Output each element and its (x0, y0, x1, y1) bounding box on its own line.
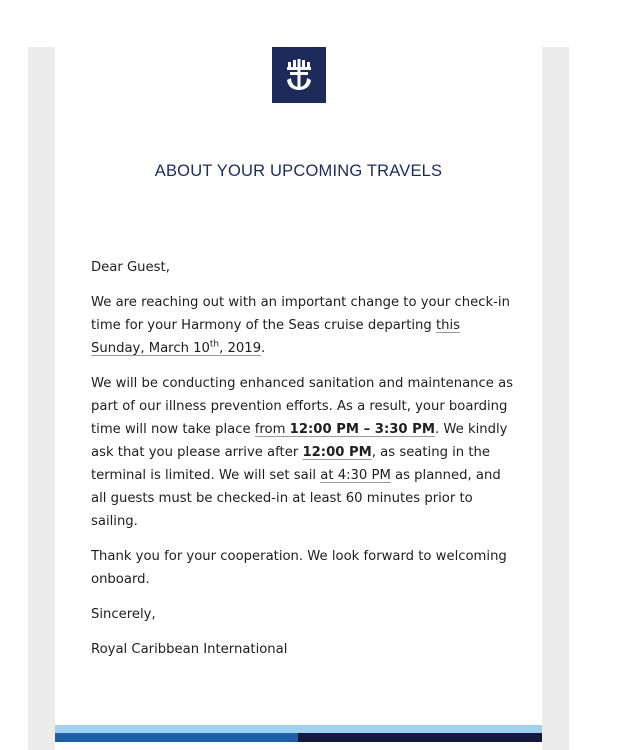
closing: Sincerely, (91, 607, 156, 622)
paragraph-text: as planned, and all guests must be checked-in at least 60 minutes prior to sailing. (91, 468, 501, 529)
sail-time-link[interactable]: at 4:30 PM (320, 468, 391, 483)
date-year: , 2019 (219, 341, 262, 356)
footer-stripe-light (55, 725, 542, 733)
email-card (55, 47, 542, 750)
paragraph-end: . (261, 341, 266, 356)
paragraph-boarding-time (91, 372, 515, 533)
letter-body (91, 256, 515, 673)
paragraph-text: , as seating in the terminal is limited. We will set sail (91, 445, 491, 483)
greeting: Dear Guest, (91, 260, 170, 275)
headline: ABOUT YOUR UPCOMING TRAVELS (154, 162, 443, 180)
left-gutter (28, 47, 55, 750)
paragraph-text: We will be conducting enhanced sanitation and maintenance as part of our illness prevention efforts. As a result, your boarding time will now take place (91, 376, 514, 437)
right-gutter (542, 47, 569, 750)
signature: Royal Caribbean International (91, 642, 288, 657)
paragraph-text: . We kindly ask that you please arrive after (91, 422, 508, 460)
brand-logo (272, 47, 326, 103)
crown-anchor-icon (284, 59, 314, 91)
boarding-time-link[interactable] (255, 422, 435, 437)
paragraph-thanks: Thank you for your cooperation. We look forward to welcoming onboard. (91, 549, 507, 587)
date-ordinal: th (209, 339, 220, 350)
footer-stripe-navy (298, 733, 542, 742)
arrive-time-link[interactable]: 12:00 PM (302, 445, 372, 460)
time-range: 12:00 PM – 3:30 PM (289, 422, 435, 437)
footer-stripe-blue (55, 733, 298, 742)
date-text: this Sunday, March 10 (91, 318, 461, 356)
paragraph-text: We are reaching out with an important change to your check-in time for your Harmony of the Seas cruise departing (91, 295, 510, 333)
paragraph-checkin-change (91, 291, 515, 360)
from-text: from (254, 422, 290, 437)
